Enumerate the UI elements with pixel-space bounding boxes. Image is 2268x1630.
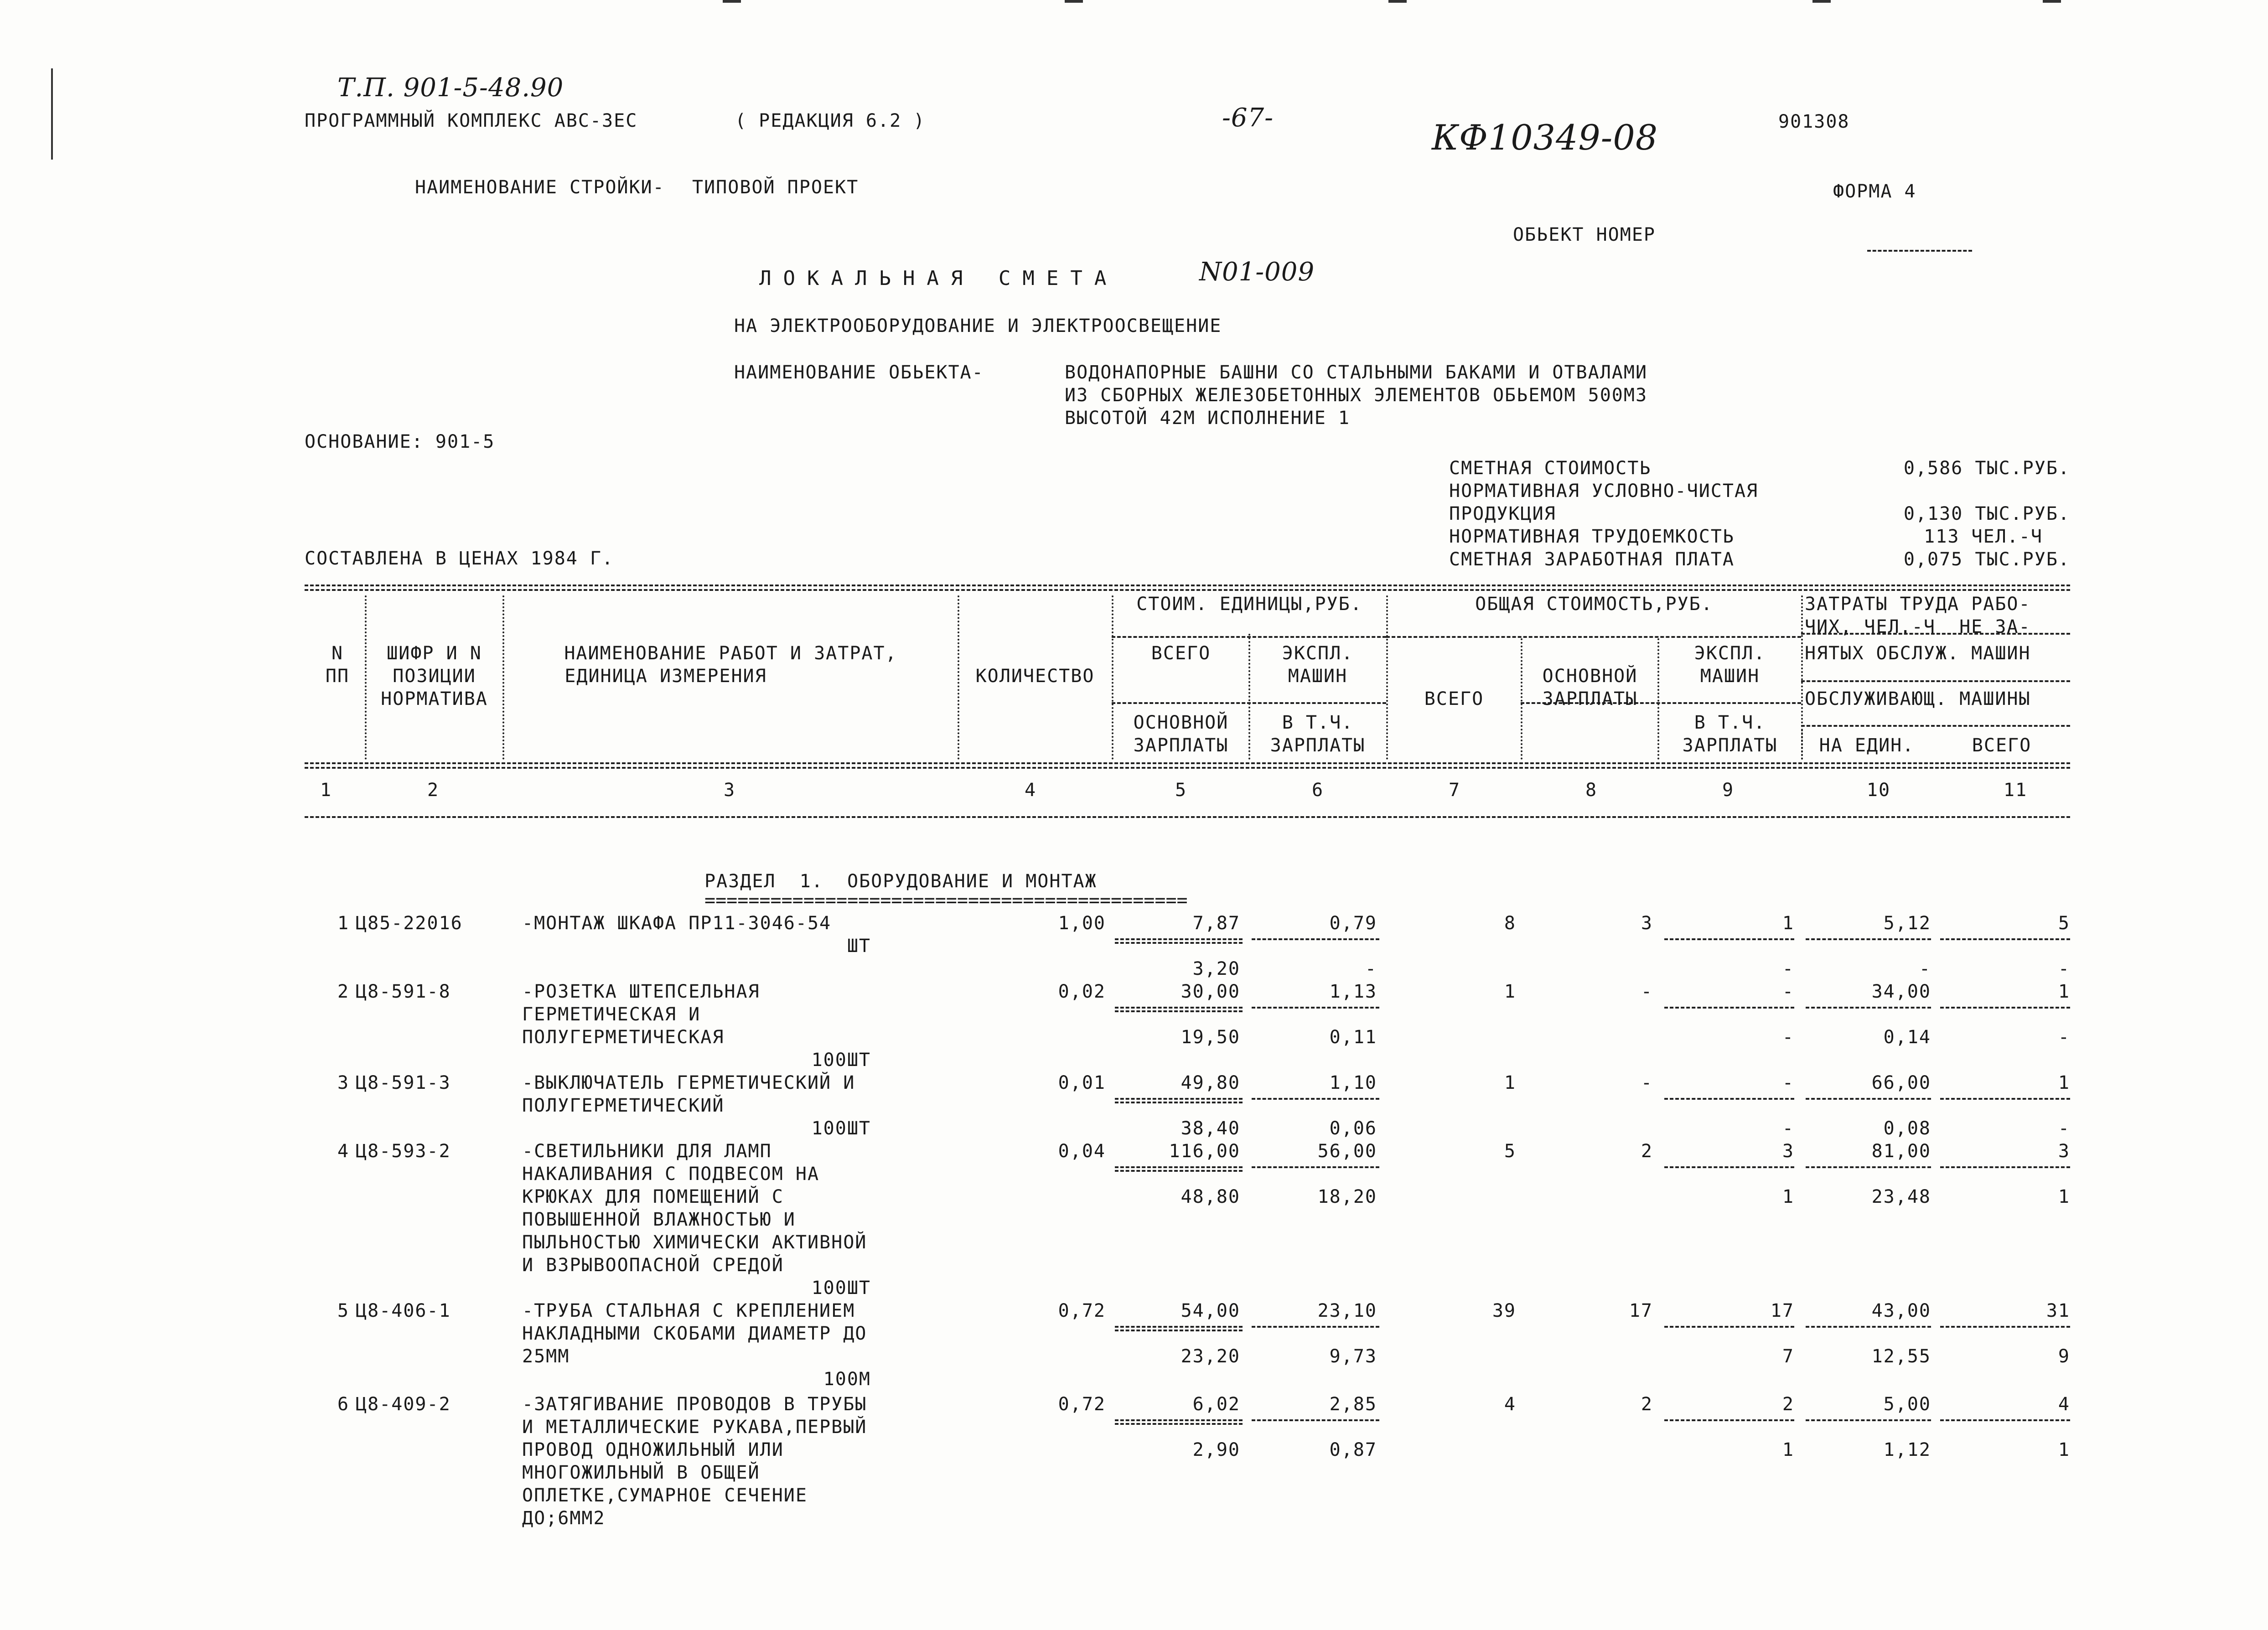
cell-separator-rule	[1806, 1326, 1931, 1328]
row-c11: 5	[2058, 913, 2070, 934]
row-c9b: 1	[1782, 1439, 1794, 1460]
row-c9: 3	[1782, 1141, 1794, 1162]
row-name: ДО;6ММ2	[522, 1508, 606, 1529]
row-c10b: -	[1919, 958, 1931, 979]
cell-separator-rule	[1252, 1098, 1379, 1100]
cell-separator-rule	[1940, 1166, 2070, 1168]
row-c5: 116,00	[1169, 1141, 1240, 1162]
row-c10b: 1,12	[1883, 1439, 1931, 1460]
row-c9: 1	[1782, 913, 1794, 934]
row-c9b: 1	[1782, 1186, 1794, 1207]
cell-separator-rule	[1664, 1166, 1794, 1168]
row-unit: ШТ	[847, 936, 871, 957]
row-c10b: 23,48	[1871, 1186, 1931, 1207]
summary-label: СМЕТНАЯ СТОИМОСТЬ	[1449, 458, 1652, 479]
row-c9b: 7	[1782, 1346, 1794, 1367]
column-number: 4	[1024, 780, 1037, 801]
cell-separator-rule	[1940, 1098, 2070, 1100]
row-c11b: 9	[2058, 1346, 2070, 1367]
row-name: ПОЛУГЕРМЕТИЧЕСКАЯ	[522, 1027, 725, 1048]
col-labor: ЗАТРАТЫ ТРУДА РАБО-	[1805, 594, 2031, 615]
column-number: 5	[1175, 780, 1187, 801]
col-unit-incl-wage: ЗАРПЛАТЫ	[1270, 735, 1366, 756]
scan-edge-mark	[1812, 0, 1831, 3]
row-number: 5	[337, 1300, 350, 1321]
row-c11b: -	[2058, 1118, 2070, 1139]
row-name: -СВЕТИЛЬНИКИ ДЛЯ ЛАМП	[522, 1141, 772, 1162]
row-c11b: 1	[2058, 1439, 2070, 1460]
col-labor: ОБСЛУЖИВАЮЩ. МАШИНЫ	[1805, 688, 2031, 709]
cell-separator-rule	[1115, 1102, 1243, 1103]
row-c7: 8	[1504, 913, 1516, 934]
row-name: ПОЛУГЕРМЕТИЧЕСКИЙ	[522, 1095, 725, 1116]
col-code: ПОЗИЦИИ	[393, 666, 476, 687]
row-c9: 2	[1782, 1394, 1794, 1415]
construction-value: ТИПОВОЙ ПРОЕКТ	[692, 177, 859, 198]
row-c11: 1	[2058, 981, 2070, 1002]
col-total-machines: ЭКСПЛ.	[1694, 643, 1766, 664]
cell-separator-rule	[1806, 1166, 1931, 1168]
col-unit-wage: ЗАРПЛАТЫ	[1133, 735, 1229, 756]
col-quantity: КОЛИЧЕСТВО	[975, 666, 1095, 687]
column-number: 6	[1311, 780, 1324, 801]
row-c5b: 2,90	[1192, 1439, 1240, 1460]
col-unit-wage: ОСНОВНОЙ	[1133, 712, 1229, 733]
document-code: КФ10349-08	[1432, 117, 1658, 158]
row-c6: 1,10	[1329, 1072, 1377, 1093]
header-inner-rule	[1801, 725, 2070, 727]
row-c9: -	[1782, 981, 1794, 1002]
header-bottom-rule	[305, 767, 2070, 769]
row-code: Ц8-591-3	[356, 1072, 451, 1093]
cell-separator-rule	[1940, 1326, 2070, 1328]
row-c7: 1	[1504, 981, 1516, 1002]
price-level: СОСТАВЛЕНА В ЦЕНАХ 1984 Г.	[305, 548, 614, 569]
row-qty: 0,04	[1058, 1141, 1106, 1162]
col-unit-machines: МАШИН	[1288, 666, 1348, 687]
column-divider	[365, 595, 367, 760]
row-c11: 31	[2046, 1300, 2070, 1321]
column-number: 2	[427, 780, 440, 801]
cell-separator-rule	[1252, 1166, 1379, 1168]
col-total-wage: ОСНОВНОЙ	[1542, 666, 1638, 687]
row-c8: 2	[1641, 1141, 1653, 1162]
scan-edge-mark	[723, 0, 741, 3]
row-c10b: 0,14	[1883, 1027, 1931, 1048]
row-c10: 34,00	[1871, 981, 1931, 1002]
object-number-label: ОБЬЕКТ НОМЕР	[1513, 224, 1656, 245]
row-c6: 23,10	[1317, 1300, 1377, 1321]
row-c6: 0,79	[1329, 913, 1377, 934]
cell-separator-rule	[1664, 1326, 1794, 1328]
cell-separator-rule	[1806, 938, 1931, 940]
row-c11: 1	[2058, 1072, 2070, 1093]
row-name: ПОВЫШЕННОЙ ВЛАЖНОСТЬЮ И	[522, 1209, 796, 1230]
row-c10: 81,00	[1871, 1141, 1931, 1162]
col-labor-total: ВСЕГО	[1972, 735, 2032, 756]
row-qty: 1,00	[1058, 913, 1106, 934]
row-c6b: 0,11	[1329, 1027, 1377, 1048]
row-c5: 7,87	[1192, 913, 1240, 934]
row-c5b: 23,20	[1181, 1346, 1240, 1367]
row-unit: 100М	[823, 1369, 871, 1390]
scan-edge-mark	[1388, 0, 1407, 3]
row-code: Ц8-591-8	[356, 981, 451, 1002]
section-title: РАЗДЕЛ 1. ОБОРУДОВАНИЕ И МОНТАЖ	[704, 871, 1097, 892]
row-c9b: -	[1782, 1027, 1794, 1048]
row-name: -РОЗЕТКА ШТЕПСЕЛЬНАЯ	[522, 981, 760, 1002]
summary-value: 113 ЧЕЛ.-Ч	[1924, 526, 2043, 547]
row-c6: 56,00	[1317, 1141, 1377, 1162]
row-c6: 2,85	[1329, 1394, 1377, 1415]
row-c10: 5,00	[1883, 1394, 1931, 1415]
row-c10: 43,00	[1871, 1300, 1931, 1321]
cell-separator-rule	[1115, 938, 1243, 940]
object-number-blank	[1867, 250, 1972, 252]
header-inner-rule	[1112, 702, 1386, 704]
row-c11b: -	[2058, 958, 2070, 979]
row-c7: 4	[1504, 1394, 1516, 1415]
column-number: 8	[1585, 780, 1598, 801]
row-code: Ц8-593-2	[356, 1141, 451, 1162]
row-name: И ВЗРЫВООПАСНОЙ СРЕДОЙ	[522, 1255, 784, 1276]
row-name: -ВЫКЛЮЧАТЕЛЬ ГЕРМЕТИЧЕСКИЙ И	[522, 1072, 855, 1093]
cell-separator-rule	[1664, 938, 1794, 940]
column-number: 3	[723, 780, 736, 801]
scan-edge-mark	[2043, 0, 2061, 3]
object-name-line-2: ИЗ СБОРНЫХ ЖЕЛЕЗОБЕТОННЫХ ЭЛЕМЕНТОВ ОБЬЕМОМ 500М3	[1065, 385, 1648, 406]
col-unit-incl-wage: В Т.Ч.	[1282, 712, 1354, 733]
summary-label: СМЕТНАЯ ЗАРАБОТНАЯ ПЛАТА	[1449, 549, 1735, 570]
handwritten-project-ref: Т.П. 901-5-48.90	[337, 73, 564, 103]
row-c6b: 0,06	[1329, 1118, 1377, 1139]
summary-label: НОРМАТИВНАЯ УСЛОВНО-ЧИСТАЯ	[1449, 481, 1759, 502]
row-name: ОПЛЕТКЕ,СУМАРНОЕ СЕЧЕНИЕ	[522, 1485, 808, 1506]
row-c11b: 1	[2058, 1186, 2070, 1207]
header-bottom-rule	[305, 762, 2070, 764]
cell-separator-rule	[1115, 1419, 1243, 1421]
row-qty: 0,72	[1058, 1394, 1106, 1415]
col-labor: ЧИХ, ЧЕЛ.-Ч НЕ ЗА-	[1805, 616, 2031, 637]
row-name: ПРОВОД ОДНОЖИЛЬНЫЙ ИЛИ	[522, 1439, 784, 1460]
object-name-label: НАИМЕНОВАНИЕ ОБЬЕКТА-	[734, 362, 984, 383]
code-number: 901308	[1778, 111, 1850, 132]
cell-separator-rule	[1664, 1419, 1794, 1421]
column-divider	[502, 595, 504, 760]
table-top-rule	[305, 589, 2070, 591]
column-number: 1	[320, 780, 332, 801]
col-total-cost: ОБЩАЯ СТОИМОСТЬ,РУБ.	[1475, 594, 1713, 615]
row-qty: 0,02	[1058, 981, 1106, 1002]
col-total-machines: МАШИН	[1700, 666, 1760, 687]
cell-separator-rule	[1252, 938, 1379, 940]
cell-separator-rule	[1115, 1170, 1243, 1172]
object-name-line-3: ВЫСОТОЙ 42М ИСПОЛНЕНИЕ 1	[1065, 408, 1350, 429]
row-c5b: 3,20	[1192, 958, 1240, 979]
col-total-wage: ЗАРПЛАТЫ	[1542, 688, 1638, 709]
row-name: -ТРУБА СТАЛЬНАЯ С КРЕПЛЕНИЕМ	[522, 1300, 855, 1321]
column-number: 7	[1448, 780, 1461, 801]
row-c10: 66,00	[1871, 1072, 1931, 1093]
row-c5b: 19,50	[1181, 1027, 1240, 1048]
row-c6b: -	[1365, 958, 1377, 979]
row-c8: -	[1641, 1072, 1653, 1093]
column-divider	[1521, 638, 1522, 760]
row-c9: -	[1782, 1072, 1794, 1093]
row-c8: -	[1641, 981, 1653, 1002]
estimate-subtitle: НА ЭЛЕКТРООБОРУДОВАНИЕ И ЭЛЕКТРООСВЕЩЕНИЕ	[734, 316, 1222, 336]
cell-separator-rule	[1115, 1007, 1243, 1009]
row-name: -ЗАТЯГИВАНИЕ ПРОВОДОВ В ТРУБЫ	[522, 1394, 867, 1415]
row-unit: 100ШТ	[811, 1278, 871, 1299]
form-number: ФОРМА 4	[1833, 181, 1916, 202]
construction-label: НАИМЕНОВАНИЕ СТРОЙКИ-	[415, 177, 665, 198]
col-unit-total: ВСЕГО	[1151, 643, 1211, 664]
row-c6b: 9,73	[1329, 1346, 1377, 1367]
cell-separator-rule	[1940, 1007, 2070, 1009]
row-c11: 3	[2058, 1141, 2070, 1162]
header-inner-rule	[1386, 636, 1801, 638]
col-labor: НЯТЫХ ОБСЛУЖ. МАШИН	[1805, 643, 2031, 664]
row-c5: 6,02	[1192, 1394, 1240, 1415]
col-unit-machines: ЭКСПЛ.	[1282, 643, 1354, 664]
column-number: 9	[1722, 780, 1735, 801]
row-c6b: 18,20	[1317, 1186, 1377, 1207]
summary-value: 0,130 ТЫС.РУБ.	[1903, 503, 2070, 524]
row-number: 2	[337, 981, 350, 1002]
row-name: КРЮКАХ ДЛЯ ПОМЕЩЕНИЙ С	[522, 1186, 784, 1207]
cell-separator-rule	[1115, 1166, 1243, 1168]
row-number: 3	[337, 1072, 350, 1093]
cell-separator-rule	[1664, 1007, 1794, 1009]
header-inner-rule	[1112, 636, 1386, 638]
row-c11b: -	[2058, 1027, 2070, 1048]
row-c8: 3	[1641, 913, 1653, 934]
row-c5: 30,00	[1181, 981, 1240, 1002]
row-c6b: 0,87	[1329, 1439, 1377, 1460]
row-c5b: 48,80	[1181, 1186, 1240, 1207]
row-name: МНОГОЖИЛЬНЫЙ В ОБЩЕЙ	[522, 1462, 760, 1483]
header-inner-rule	[1801, 680, 2070, 682]
summary-value: 0,075 ТЫС.РУБ.	[1903, 549, 2070, 570]
table-top-rule	[305, 585, 2070, 586]
row-c9b: -	[1782, 1118, 1794, 1139]
cell-separator-rule	[1115, 1330, 1243, 1331]
scan-edge-mark	[51, 68, 53, 160]
row-c9b: -	[1782, 958, 1794, 979]
row-c7: 5	[1504, 1141, 1516, 1162]
cell-separator-rule	[1115, 1010, 1243, 1012]
col-unit-cost: СТОИМ. ЕДИНИЦЫ,РУБ.	[1136, 594, 1362, 615]
row-qty: 0,01	[1058, 1072, 1106, 1093]
column-divider	[1386, 595, 1388, 760]
summary-value: 0,586 ТЫС.РУБ.	[1903, 458, 2070, 479]
row-name: 25ММ	[522, 1346, 570, 1367]
program-name: ПРОГРАММНЫЙ КОМПЛЕКС АВС-3ЕС	[305, 110, 638, 131]
page-number: -67-	[1222, 103, 1274, 133]
cell-separator-rule	[1115, 1326, 1243, 1328]
section-underline: ============================================	[704, 890, 1188, 911]
row-c8: 17	[1629, 1300, 1653, 1321]
row-c6: 1,13	[1329, 981, 1377, 1002]
row-c10b: 12,55	[1871, 1346, 1931, 1367]
col-code: НОРМАТИВА	[381, 688, 488, 709]
row-name: ПЫЛЬНОСТЬЮ ХИМИЧЕСКИ АКТИВНОЙ	[522, 1232, 867, 1253]
row-code: Ц85-22016	[356, 913, 463, 934]
row-code: Ц8-406-1	[356, 1300, 451, 1321]
summary-label: НОРМАТИВНАЯ ТРУДОЕМКОСТЬ	[1449, 526, 1735, 547]
cell-separator-rule	[1940, 1419, 2070, 1421]
row-c10b: 0,08	[1883, 1118, 1931, 1139]
row-name: НАКАЛИВАНИЯ С ПОДВЕСОМ НА	[522, 1164, 820, 1185]
row-c7: 39	[1492, 1300, 1516, 1321]
row-name: И МЕТАЛЛИЧЕСКИЕ РУКАВА,ПЕРВЫЙ	[522, 1417, 867, 1438]
column-number: 11	[2003, 780, 2028, 801]
cell-separator-rule	[1115, 1098, 1243, 1100]
column-number: 10	[1866, 780, 1891, 801]
row-c7: 1	[1504, 1072, 1516, 1093]
row-c5: 49,80	[1181, 1072, 1240, 1093]
cell-separator-rule	[1806, 1098, 1931, 1100]
row-c11: 4	[2058, 1394, 2070, 1415]
col-n: ПП	[325, 666, 350, 687]
col-total-incl-wage: ЗАРПЛАТЫ	[1682, 735, 1778, 756]
row-c5: 54,00	[1181, 1300, 1240, 1321]
row-c10: 5,12	[1883, 913, 1931, 934]
row-qty: 0,72	[1058, 1300, 1106, 1321]
row-number: 1	[337, 913, 350, 934]
estimate-number: N01-009	[1199, 257, 1315, 287]
cell-separator-rule	[1806, 1419, 1931, 1421]
col-code: ШИФР И N	[387, 643, 482, 664]
column-divider	[1657, 638, 1659, 760]
row-unit: 100ШТ	[811, 1118, 871, 1139]
row-number: 6	[337, 1394, 350, 1415]
cell-separator-rule	[1252, 1007, 1379, 1009]
row-name: НАКЛАДНЫМИ СКОБАМИ ДИАМЕТР ДО	[522, 1323, 867, 1344]
summary-label: ПРОДУКЦИЯ	[1449, 503, 1556, 524]
cell-separator-rule	[1940, 938, 2070, 940]
cell-separator-rule	[1252, 1326, 1379, 1328]
cell-separator-rule	[1115, 1423, 1243, 1425]
edition: ( РЕДАКЦИЯ 6.2 )	[735, 110, 926, 131]
col-total-all: ВСЕГО	[1424, 688, 1484, 709]
cell-separator-rule	[1252, 1419, 1379, 1421]
cell-separator-rule	[1115, 942, 1243, 944]
col-n: N	[331, 643, 344, 664]
col-name: НАИМЕНОВАНИЕ РАБОТ И ЗАТРАТ,	[564, 643, 897, 664]
cell-separator-rule	[1664, 1098, 1794, 1100]
col-total-incl-wage: В Т.Ч.	[1694, 712, 1766, 733]
scan-edge-mark	[1065, 0, 1083, 3]
estimate-title: ЛОКАЛЬНАЯ СМЕТА	[759, 267, 1118, 290]
row-c9: 17	[1770, 1300, 1794, 1321]
column-numbers-bottom-rule	[305, 816, 2070, 818]
col-name: ЕДИНИЦА ИЗМЕРЕНИЯ	[564, 666, 767, 687]
object-name-line-1: ВОДОНАПОРНЫЕ БАШНИ СО СТАЛЬНЫМИ БАКАМИ И ОТВАЛАМИ	[1065, 362, 1648, 383]
row-unit: 100ШТ	[811, 1050, 871, 1071]
cell-separator-rule	[1806, 1007, 1931, 1009]
row-number: 4	[337, 1141, 350, 1162]
row-name: ГЕРМЕТИЧЕСКАЯ И	[522, 1004, 701, 1025]
row-c8: 2	[1641, 1394, 1653, 1415]
row-name: -МОНТАЖ ШКАФА ПР11-3046-54	[522, 913, 832, 934]
col-labor-per-unit: НА ЕДИН.	[1819, 735, 1915, 756]
row-code: Ц8-409-2	[356, 1394, 451, 1415]
row-c5b: 38,40	[1181, 1118, 1240, 1139]
basis: ОСНОВАНИЕ: 901-5	[305, 431, 495, 452]
